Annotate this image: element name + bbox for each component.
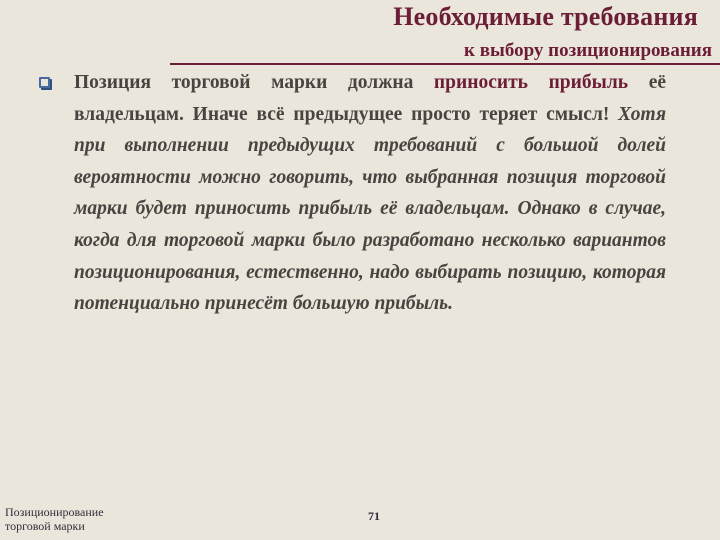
bullet-text-continuation: её владельцам. Иначе всё предыдущее просто теряет смысл! (74, 72, 666, 125)
bullet-paragraph (74, 67, 666, 320)
slide-subtitle: к выбору позиционирования (464, 40, 712, 61)
footer-caption (5, 505, 104, 533)
title-divider (170, 63, 720, 65)
checkbox-bullet-icon (39, 77, 50, 88)
slide-title: Необходимые требования (393, 2, 698, 31)
footer-caption-line2: торговой марки (5, 519, 85, 533)
bullet-text-accent: приносить прибыль (433, 72, 629, 93)
bullet-text-italic: Хотя при выполнении предыдущих требований с большой долей вероятности можно говорить, что выбранная позиция торговой марки будет приносить прибыль её владельцам. Однако в случае, когда для торговой марки было разработано несколько вариантов позиционирования, естественно, надо выбирать позицию, которая потенциально принесёт большую прибыль. (74, 103, 666, 315)
bullet-text-lead: Позиция торговой марки должна (74, 72, 434, 93)
footer-caption-line1: Позиционирование (5, 505, 104, 519)
page-number: 71 (368, 509, 380, 523)
